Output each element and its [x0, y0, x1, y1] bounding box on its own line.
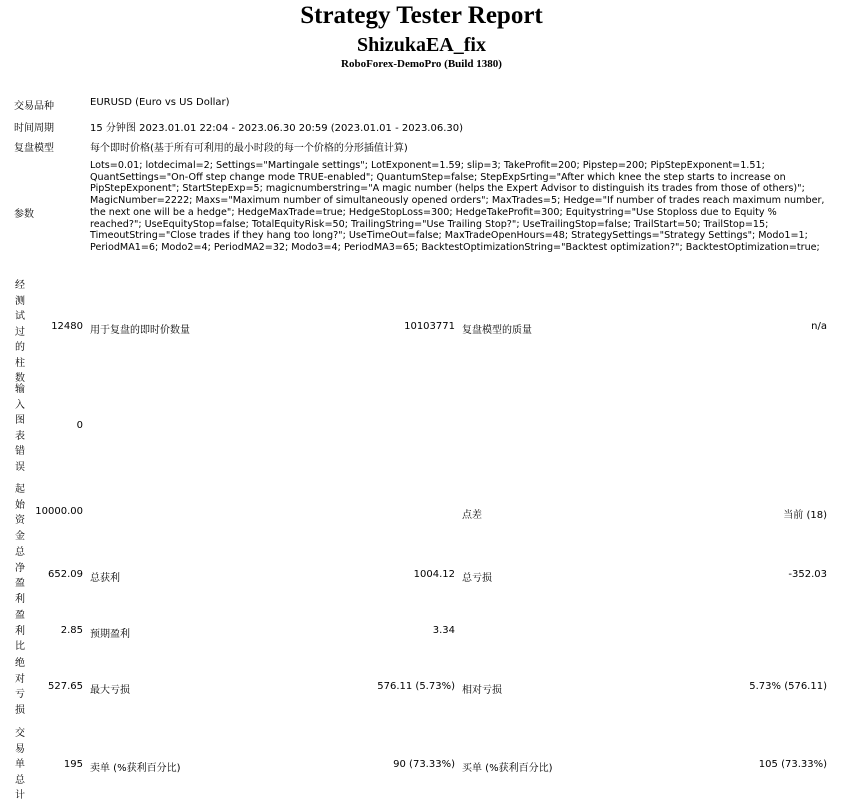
ticks-label: 用于复盘的即时价数量 [90, 325, 190, 336]
spread-label: 点差 [462, 510, 482, 521]
model-label: 复盘模型 [14, 143, 54, 154]
period-label: 时间周期 [14, 123, 54, 134]
netprofit-value: 652.09 [48, 569, 83, 580]
grossprofit-value: 1004.12 [413, 569, 455, 580]
short-label: 卖单 (%获利百分比) [90, 763, 181, 774]
long-value: 105 (73.33%) [758, 759, 827, 770]
symbol-label: 交易品种 [14, 101, 54, 112]
maxdd-label: 最大亏损 [90, 685, 130, 696]
short-value: 90 (73.33%) [393, 759, 455, 770]
bars-value: 12480 [51, 321, 83, 332]
absdd-value: 527.65 [48, 681, 83, 692]
reldd-value: 5.73% (576.11) [749, 681, 827, 692]
quality-label: 复盘模型的质量 [462, 325, 532, 336]
mismatch-label: 输入图表错误 [15, 384, 25, 473]
ea-name: ShizukaEA_fix [357, 34, 486, 56]
trades-value: 195 [63, 759, 83, 770]
maxdd-value: 576.11 (5.73%) [377, 681, 455, 692]
grossloss-label: 总亏损 [462, 573, 492, 584]
symbol-value: EURUSD (Euro vs US Dollar) [90, 97, 230, 108]
reldd-label: 相对亏损 [462, 685, 502, 696]
ticks-value: 10103771 [404, 321, 455, 332]
mismatch-value: 0 [76, 420, 83, 431]
payoff-value: 3.34 [432, 625, 455, 636]
spread-value: 当前 (18) [783, 510, 827, 521]
netprofit-label: 总净盈利 [15, 547, 25, 605]
deposit-value: 10000.00 [35, 506, 83, 517]
quality-value: n/a [811, 321, 827, 332]
params-label: 参数 [14, 209, 34, 220]
model-value: 每个即时价格(基于所有可利用的最小时段的每一个价格的分形插值计算) [90, 143, 408, 154]
report-title: Strategy Tester Report [300, 2, 543, 29]
profitfactor-label: 盈利比 [15, 610, 25, 652]
grossprofit-label: 总获利 [90, 573, 120, 584]
deposit-label: 起始资金 [15, 484, 25, 542]
grossloss-value: -352.03 [788, 569, 827, 580]
absdd-label: 绝对亏损 [15, 658, 25, 716]
payoff-label: 预期盈利 [90, 629, 130, 640]
server-build: RoboForex-DemoPro (Build 1380) [341, 58, 502, 70]
period-value: 15 分钟图 2023.01.01 22:04 - 2023.06.30 20:59 (2023.01.01 - 2023.06.30) [90, 123, 464, 134]
long-label: 买单 (%获利百分比) [462, 763, 553, 774]
bars-label: 经测试过的柱数 [15, 280, 25, 384]
profitfactor-value: 2.85 [60, 625, 83, 636]
params-value: Lots=0.01; lotdecimal=2; Settings="Martingale settings"; LotExponent=1.59; slip=3; TakeProfit=200; Pipstep=200; PipStepExponent=1.51; QuantSettings="On-Off step change mode TRUE-enabled"; QuantumStep=false; StepExpSrting="After which knee the step starts to increase on PipStepExponent"; StartStepExp=5; magicnumberstring="A magic number (helps the Expert Advisor to distinguish its trades from those of others)"; MagicNumber=2222; Maxs="Maximum number of simultaneously opened orders"; MaxTrades=5; Hedge="If number of trades reach maximum number, the next one will be a hedge"; HedgeMaxTrade=true; HedgeStopLoss=300; HedgeTakeProfit=300; Equitystring="Use Stoploss due to Equity % reached?"; UseEquityStop=false; TotalEquityRisk=50; TrailingString="Use Trailing Stop?"; UseTrailingStop=false; TrailStart=50; TrailStop=15; TimeoutString="Close trades if they hang too long?"; UseTimeOut=false; MaxTradeOpenHours=48; StrategySettings="Strategy Settings"; Modo1=1; PeriodMA1=6; Modo2=4; PeriodMA2=32; Modo3=4; PeriodMA3=65; BacktestOptimizationString="Backtest optimization?"; BacktestOptimization=true; [90, 160, 825, 253]
trades-label: 交易单总计 [15, 728, 25, 801]
